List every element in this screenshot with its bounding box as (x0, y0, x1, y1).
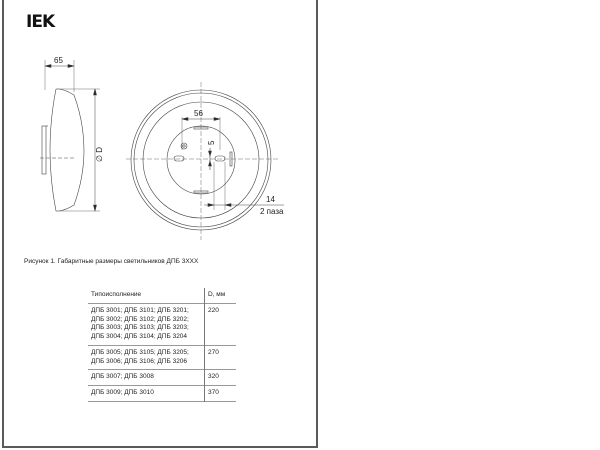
model-line: ДПБ 3009; ДПБ 3010 (91, 389, 154, 397)
slot-count-label: 2 паза (260, 207, 284, 216)
side-view (40, 60, 100, 211)
table-row (88, 303, 236, 345)
model-line: ДПБ 3005; ДПБ 3105; ДПБ 3205; (91, 348, 189, 356)
front-view (126, 82, 284, 240)
dimension-drawing (4, 0, 320, 250)
iek-logo: IEK (26, 12, 55, 32)
diameter-label: ∅ D (95, 147, 104, 162)
figure-caption: Рисунок 1. Габаритные размеры светильников ДПБ 3ХХХ (24, 258, 199, 265)
d-value: 220 (208, 306, 219, 314)
table-row (88, 386, 236, 402)
model-line: ДПБ 3003; ДПБ 3103; ДПБ 3203; (91, 324, 189, 332)
model-line: ДПБ 3001; ДПБ 3101; ДПБ 3201; (91, 306, 189, 314)
slot-14-label: 14 (266, 195, 275, 204)
model-line: ДПБ 3004; ДПБ 3104; ДПБ 3204 (91, 333, 188, 341)
d-value: 270 (208, 348, 219, 356)
d-value: 320 (208, 373, 219, 381)
header-d: D, мм (208, 291, 226, 298)
model-line: ДПБ 3007; ДПБ 3008 (91, 373, 154, 381)
table-header-row (88, 288, 236, 303)
table-row (88, 345, 236, 370)
model-line: ДПБ 3002; ДПБ 3102; ДПБ 3202; (91, 315, 189, 323)
width-65-label: 65 (54, 56, 63, 65)
header-model: Типоисполнение (88, 288, 205, 303)
dimensions-table (88, 288, 236, 402)
slot-5-label: 5 (207, 140, 216, 145)
document-page (2, 0, 318, 448)
mount-width-56-label: 56 (194, 109, 203, 118)
d-value: 370 (208, 389, 219, 397)
table-row (88, 370, 236, 386)
model-line: ДПБ 3006; ДПБ 3106; ДПБ 3206 (91, 357, 188, 365)
